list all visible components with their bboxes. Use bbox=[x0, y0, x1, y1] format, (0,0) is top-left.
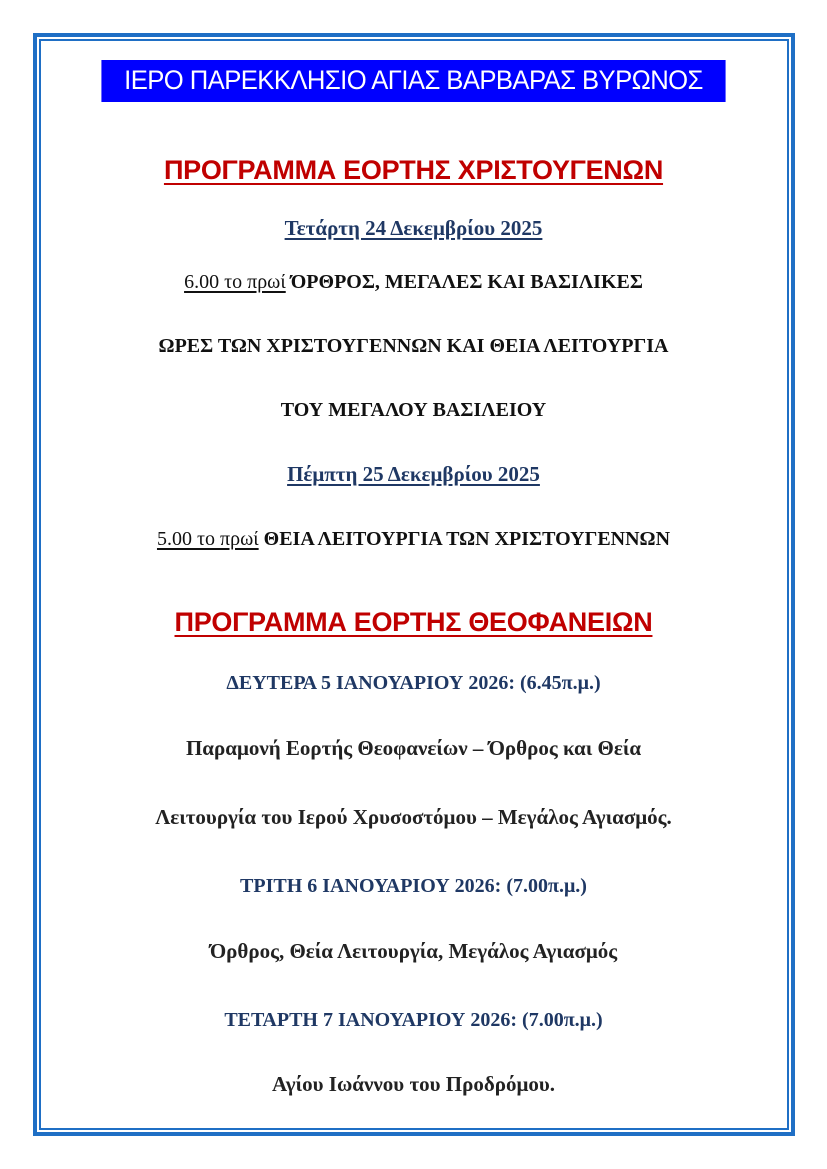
theophany-day1-line2: Λειτουργία του Ιερού Χρυσοστόμου – Μεγάλος Αγιασμός. bbox=[155, 805, 672, 829]
christmas-day2-line1-rest: ΘΕΙΑ ΛΕΙΤΟΥΡΓΙΑ ΤΩΝ ΧΡΙΣΤΟΥΓΕΝΝΩΝ bbox=[258, 528, 671, 550]
christmas-day1-line2: ΩΡΕΣ ΤΩΝ ΧΡΙΣΤΟΥΓΕΝΝΩΝ ΚΑΙ ΘΕΙΑ ΛΕΙΤΟΥΡΓΙΑ bbox=[158, 335, 669, 357]
christmas-day1-date-text: Τετάρτη 24 Δεκεμβρίου 2025 bbox=[284, 216, 543, 240]
christmas-day2-date-text: Πέμπτη 25 Δεκεμβρίου 2025 bbox=[287, 462, 540, 486]
theophany-program-heading: ΠΡΟΓΡΑΜΜΑ ΕΟΡΤΗΣ ΘΕΟΦΑΝΕΙΩΝ bbox=[174, 607, 653, 637]
theophany-day3-line1: Αγίου Ιωάννου του Προδρόμου. bbox=[271, 1072, 556, 1096]
christmas-day1-date bbox=[0, 218, 827, 239]
theophany-day2-date: ΤΡΙΤΗ 6 ΙΑΝΟΥΑΡΙΟΥ 2026: (7.00π.μ.) bbox=[240, 875, 587, 897]
theophany-day2-line1: Όρθρος, Θεία Λειτουργία, Μεγάλος Αγιασμός bbox=[209, 939, 618, 963]
christmas-day2-time: 5.00 το πρωί bbox=[156, 528, 259, 550]
church-title-banner bbox=[0, 60, 827, 102]
page-border-inner bbox=[39, 39, 789, 1130]
theophany-day1-line1: Παραμονή Εορτής Θεοφανείων – Όρθρος και Θεία bbox=[185, 736, 642, 760]
christmas-day1-time: 6.00 το πρωί bbox=[184, 271, 286, 293]
christmas-day1-line1-rest: ΌΡΘΡΟΣ, ΜΕΓΑΛΕΣ ΚΑΙ ΒΑΣΙΛΙΚΕΣ bbox=[285, 271, 643, 293]
theophany-day1-date: ΔΕΥΤΕΡΑ 5 ΙΑΝΟΥΑΡΙΟΥ 2026: (6.45π.μ.) bbox=[226, 672, 601, 694]
church-title: ΙΕΡΟ ΠΑΡΕΚΚΛΗΣΙΟ ΑΓΙΑΣ ΒΑΡΒΑΡΑΣ ΒΥΡΩΝΟΣ bbox=[101, 60, 725, 102]
christmas-day2-date bbox=[0, 464, 827, 485]
christmas-day1-line3: ΤΟΥ ΜΕΓΑΛΟΥ ΒΑΣΙΛΕΙΟΥ bbox=[280, 399, 547, 421]
theophany-day3-date: ΤΕΤΑΡΤΗ 7 ΙΑΝΟΥΑΡΙΟΥ 2026: (7.00π.μ.) bbox=[224, 1009, 603, 1031]
christmas-day1-line1 bbox=[0, 272, 827, 292]
christmas-program-heading: ΠΡΟΓΡΑΜΜΑ ΕΟΡΤΗΣ ΧΡΙΣΤΟΥΓΕΝΩΝ bbox=[163, 155, 664, 185]
christmas-day2-line1 bbox=[0, 529, 827, 549]
